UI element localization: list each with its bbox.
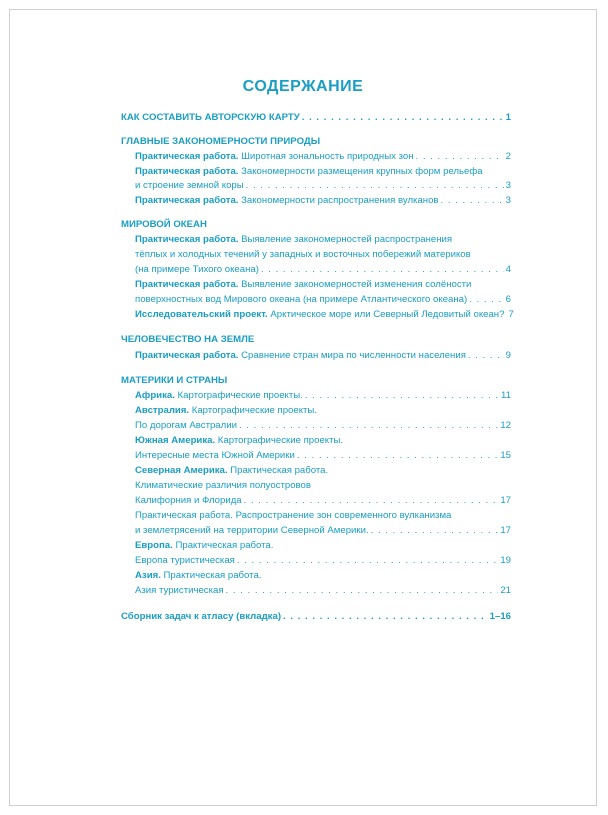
- toc-entry[interactable]: Азия. Практическая работа.: [135, 570, 262, 581]
- toc-entry-continued[interactable]: По дорогам Австралии . . . 12: [135, 419, 511, 432]
- page: [9, 9, 597, 806]
- section-heading: ГЛАВНЫЕ ЗАКОНОМЕРНОСТИ ПРИРОДЫ: [121, 136, 321, 147]
- section-heading: МИРОВОЙ ОКЕАН: [121, 219, 207, 230]
- toc-entry[interactable]: Практическая работа. Выявление закономерностей изменения солёности: [135, 279, 472, 290]
- toc-entry-continued[interactable]: и строение земной коры . . . 3: [135, 179, 511, 192]
- toc-entry-continued[interactable]: Климатические различия полуостровов: [135, 480, 311, 491]
- toc-entry-continued[interactable]: тёплых и холодных течений у западных и восточных побережий материков: [135, 249, 471, 260]
- toc-entry-continued[interactable]: Интересные места Южной Америки . . . 15: [135, 449, 511, 462]
- toc-entry[interactable]: Австралия. Картографические проекты.: [135, 405, 317, 416]
- toc-entry[interactable]: Практическая работа. Выявление закономерностей распространения: [135, 234, 453, 245]
- toc-entry[interactable]: Практическая работа. Закономерности распространения вулканов . . . 3: [135, 194, 511, 207]
- toc-entry[interactable]: Сборник задач к атласу (вкладка) . . . 1–16: [121, 610, 511, 623]
- toc-entry-continued[interactable]: поверхностных вод Мирового океана (на примере Атлантического океана) . . . 6: [135, 293, 511, 306]
- toc-entry-continued[interactable]: Калифорния и Флорида . . . 17: [135, 494, 511, 507]
- toc-entry[interactable]: Практическая работа. Распространение зон современного вулканизма: [135, 510, 452, 521]
- toc-title: СОДЕРЖАНИЕ: [242, 78, 364, 95]
- toc-entry-continued[interactable]: Европа туристическая . . . 19: [135, 554, 511, 567]
- toc-entry[interactable]: Африка. Картографические проекты. . . . 11: [135, 389, 511, 402]
- section-heading: ЧЕЛОВЕЧЕСТВО НА ЗЕМЛЕ: [121, 334, 255, 345]
- toc-entry[interactable]: Исследовательский проект. Арктическое море или Северный Ледовитый океан? 7: [135, 309, 514, 320]
- toc-entry[interactable]: Европа. Практическая работа.: [135, 540, 274, 551]
- toc-entry-continued[interactable]: и землетрясений на территории Северной Америки. . . . 17: [135, 524, 511, 537]
- toc-entry-continued[interactable]: (на примере Тихого океана) . . . 4: [135, 263, 511, 276]
- toc-entry[interactable]: КАК СОСТАВИТЬ АВТОРСКУЮ КАРТУ . . . 1: [121, 111, 511, 124]
- toc-entry[interactable]: Практическая работа. Широтная зональность природных зон . . . 2: [135, 150, 511, 163]
- toc-entry[interactable]: Практическая работа. Сравнение стран мира по численности населения . . . 9: [135, 349, 511, 362]
- toc-entry[interactable]: Южная Америка. Картографические проекты.: [135, 435, 344, 446]
- toc-entry[interactable]: Северная Америка. Практическая работа.: [135, 465, 329, 476]
- toc-entry[interactable]: Практическая работа. Закономерности размещения крупных форм рельефа: [135, 166, 483, 177]
- toc-entry-continued[interactable]: Азия туристическая . . . 21: [135, 584, 511, 597]
- section-heading: МАТЕРИКИ И СТРАНЫ: [121, 375, 228, 386]
